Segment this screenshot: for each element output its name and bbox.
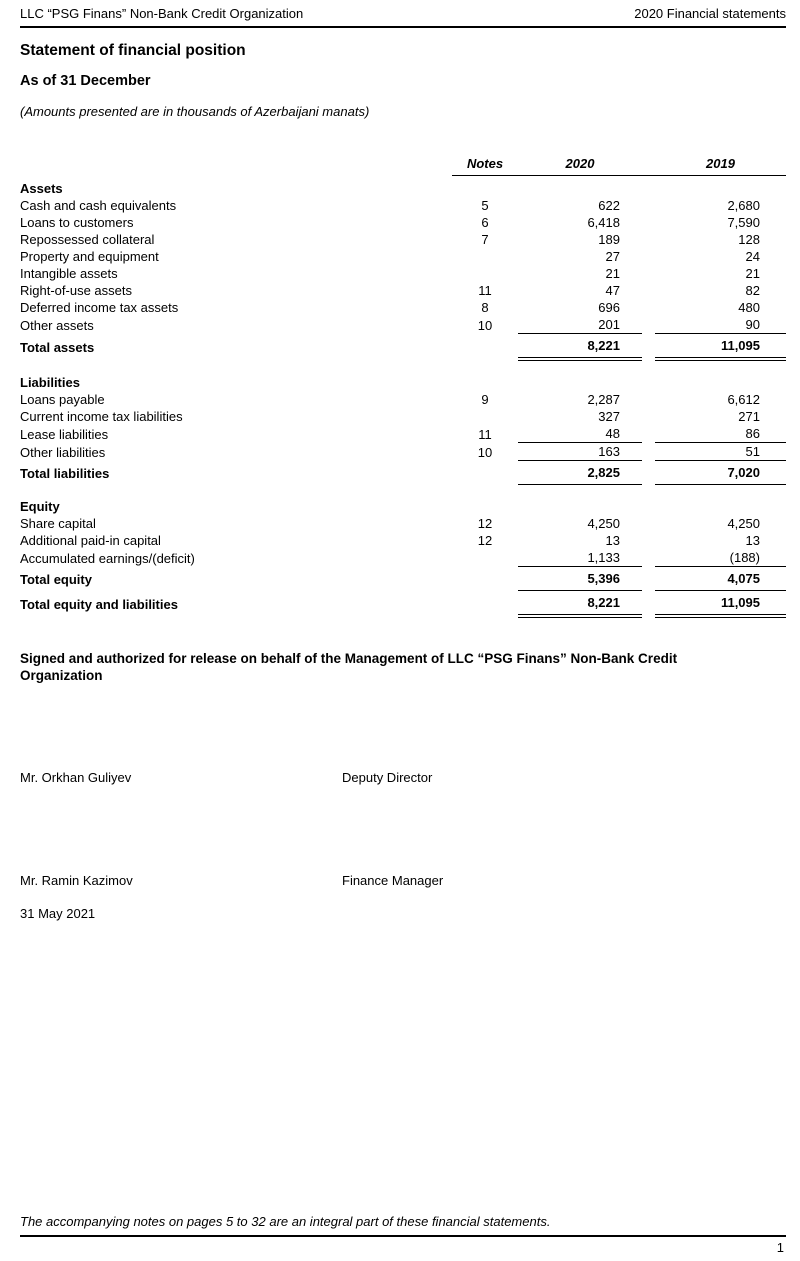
row-value-2020: 47 [605,283,620,298]
row-label: Additional paid-in capital [20,533,161,548]
row-notes: 10 [477,317,493,333]
row-value-2019: 2,680 [727,198,760,213]
total-label: Total liabilities [20,465,110,481]
row-value-2020: 4,250 [587,516,620,531]
row-label: Cash and cash equivalents [20,198,177,213]
table-row [20,316,786,334]
total-value-2020: 8,221 [518,591,642,617]
spacer-cell [642,197,655,214]
row-label: Share capital [20,516,96,531]
row-notes: 12 [477,533,493,548]
total-value-2019: 7,020 [655,461,786,485]
row-value-2020: 13 [605,533,620,548]
row-notes: 12 [477,516,493,531]
row-value-2020: 27 [605,249,620,264]
row-label: Repossessed collateral [20,232,155,247]
signoff-statement: Signed and authorized for release on behalf of the Management of LLC “PSG Finans” Non-Bank Credit Organization [20,651,678,683]
row-value-2019: 21 [745,266,760,281]
table-row [20,282,786,299]
row-value-2019: 90 [655,316,786,334]
signatory-name: Mr. Ramin Kazimov [20,873,133,888]
row-value-2020: 6,418 [587,215,620,230]
section-heading-assets [20,176,786,198]
column-header-2019: 2019 [655,155,786,176]
spacer-cell [642,443,655,461]
total-value-2019: 11,095 [655,591,786,617]
total-equity-row [20,567,786,591]
spacer-cell [642,316,655,334]
row-notes [452,334,518,360]
section-heading-liabilities [20,359,786,391]
section-heading-equity [20,485,786,516]
spacer-cell [642,532,655,549]
row-value-2020: 2,287 [587,392,620,407]
column-header-notes: Notes [452,155,518,176]
row-notes: 9 [481,392,489,407]
table-row [20,443,786,461]
signatory-row [20,873,786,888]
signatory-role: Finance Manager [342,873,444,888]
row-notes [452,265,518,282]
total-liabilities-row [20,461,786,485]
row-value-2020: 163 [518,443,642,461]
spacer-cell [642,282,655,299]
row-notes: 7 [481,232,489,247]
row-value-2019: 480 [738,300,760,315]
row-value-2019: 4,250 [727,516,760,531]
row-label: Loans to customers [20,215,134,230]
row-value-2020: 189 [598,232,620,247]
total-label: Total assets [20,340,95,355]
page-number: 1 [776,1240,784,1255]
row-notes [452,248,518,265]
total-value-2019: 11,095 [655,334,786,360]
header-document-name: 2020 Financial statements [634,6,786,21]
signatory-row [20,770,786,785]
row-value-2020: 48 [518,425,642,443]
row-value-2019: 24 [745,249,760,264]
table-row [20,214,786,231]
table-row [20,231,786,248]
row-value-2019: 82 [745,283,760,298]
table-row [20,532,786,549]
table-row [20,408,786,425]
page-header [20,6,786,28]
row-notes: 5 [481,198,489,213]
amounts-note: (Amounts presented are in thousands of Azerbaijani manats) [20,104,370,119]
page-title: Statement of financial position [20,42,246,59]
page-footer [20,1214,786,1255]
spacer-cell [642,549,655,567]
signoff-date: 31 May 2021 [20,906,96,921]
section-heading-label: Equity [20,499,60,514]
row-value-2019: 86 [655,425,786,443]
row-notes [452,408,518,425]
row-value-2020: 622 [598,198,620,213]
row-label: Lease liabilities [20,426,109,442]
row-label: Current income tax liabilities [20,409,183,424]
spacer-cell [642,155,655,176]
spacer-cell [642,265,655,282]
row-value-2020: 201 [518,316,642,334]
total-value-2020: 2,825 [518,461,642,485]
financial-position-table [20,155,786,618]
spacer-cell [642,425,655,443]
total-label: Total equity [20,571,92,587]
column-header-row [20,155,786,176]
page-subtitle: As of 31 December [20,73,151,89]
row-label: Other liabilities [20,444,106,460]
table-row [20,425,786,443]
row-value-2020: 21 [605,266,620,281]
spacer-cell [642,515,655,532]
row-value-2019: 128 [738,232,760,247]
table-row [20,299,786,316]
row-label: Deferred income tax assets [20,300,179,315]
spacer-cell [642,461,655,485]
table-row [20,549,786,567]
row-notes [452,549,518,567]
row-label: Property and equipment [20,249,159,264]
total-equity-and-liabilities-row [20,591,786,617]
row-label: Other assets [20,317,94,333]
total-value-2020: 8,221 [518,334,642,360]
row-value-2020: 327 [598,409,620,424]
signatory-role: Deputy Director [342,770,433,785]
row-value-2019: 6,612 [727,392,760,407]
row-value-2019: 13 [745,533,760,548]
spacer-cell [642,334,655,360]
table-row [20,197,786,214]
column-header-2020: 2020 [518,155,642,176]
table-row [20,265,786,282]
row-label: Loans payable [20,392,105,407]
spacer-cell [642,408,655,425]
row-label: Accumulated earnings/(deficit) [20,550,195,566]
row-value-2020: 696 [598,300,620,315]
row-notes: 8 [481,300,489,315]
row-notes: 10 [477,444,493,460]
accompanying-notes-reference: The accompanying notes on pages 5 to 32 are an integral part of these financial statements. [20,1214,551,1229]
row-value-2019: 51 [655,443,786,461]
row-notes [452,461,518,485]
total-value-2019: 4,075 [655,567,786,591]
spacer-cell [642,391,655,408]
spacer-cell [642,248,655,265]
section-heading-label: Assets [20,181,63,196]
total-label: Total equity and liabilities [20,597,178,612]
row-label: Intangible assets [20,266,118,281]
row-value-2020: 1,133 [518,549,642,567]
spacer-cell [642,299,655,316]
table-row [20,515,786,532]
row-label: Right-of-use assets [20,283,132,298]
total-assets-row [20,334,786,360]
row-notes: 11 [478,426,492,442]
row-notes [452,567,518,591]
spacer-cell [642,567,655,591]
total-value-2020: 5,396 [518,567,642,591]
row-notes [452,591,518,617]
row-value-2019: (188) [655,549,786,567]
spacer-cell [642,214,655,231]
table-row [20,391,786,408]
header-company-name: LLC “PSG Finans” Non-Bank Credit Organization [20,6,304,21]
row-notes: 11 [478,283,492,298]
spacer-cell [642,591,655,617]
row-value-2019: 271 [738,409,760,424]
row-value-2019: 7,590 [727,215,760,230]
row-notes: 6 [481,215,489,230]
table-row [20,248,786,265]
spacer-cell [642,231,655,248]
section-heading-label: Liabilities [20,375,80,390]
signatory-name: Mr. Orkhan Guliyev [20,770,132,785]
column-header-empty [20,155,452,176]
